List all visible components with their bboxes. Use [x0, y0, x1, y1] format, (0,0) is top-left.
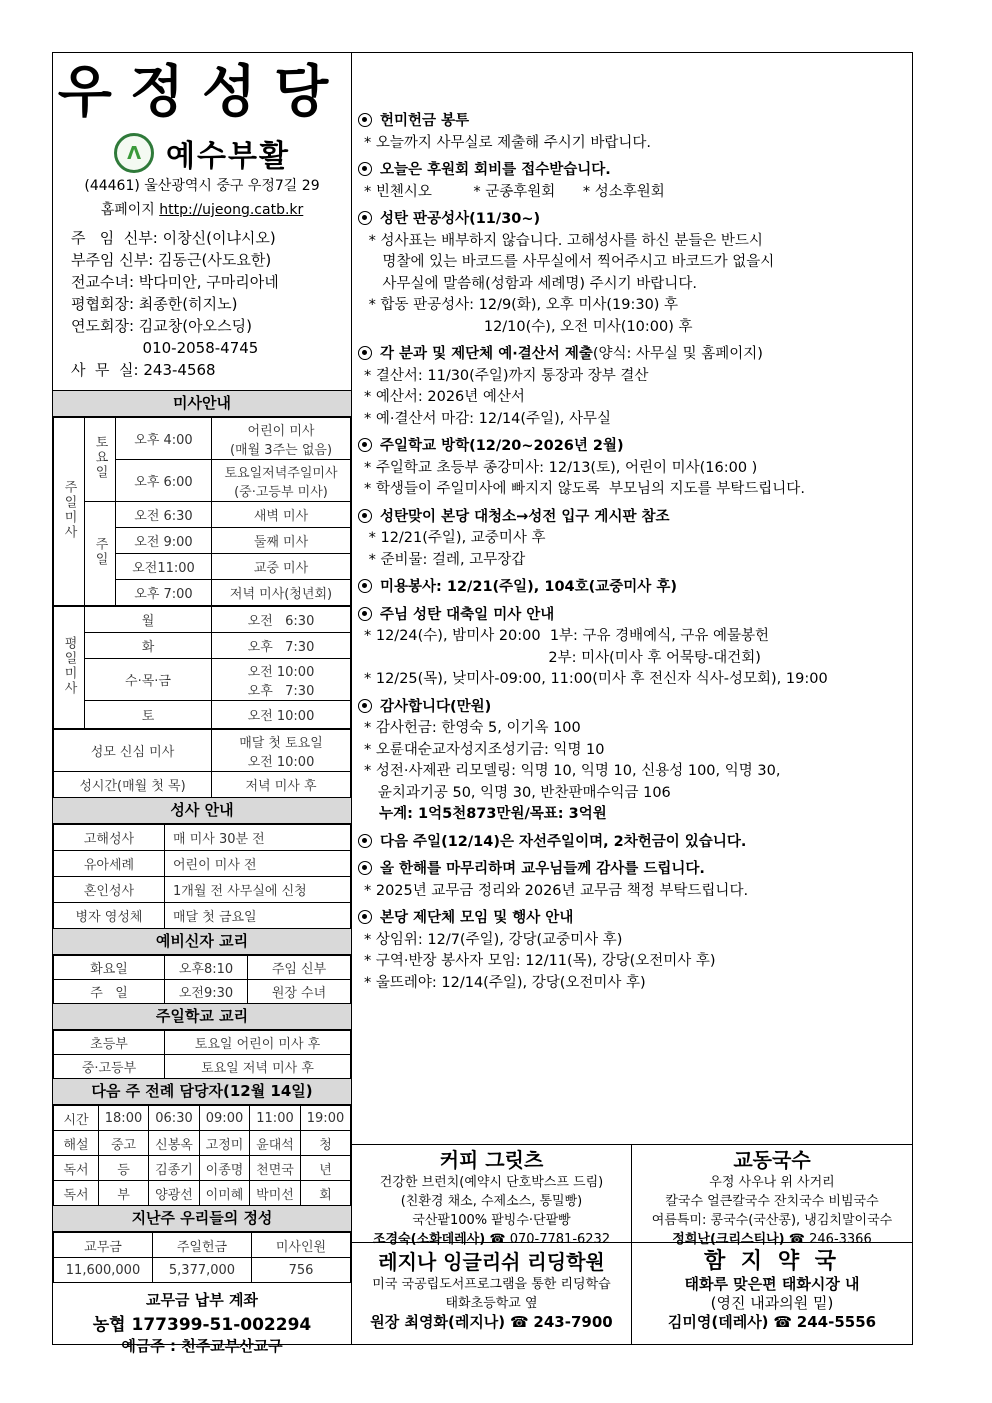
class-time: 오전9:30	[165, 980, 248, 1004]
account-number: 농협 177399-51-002294	[92, 1315, 312, 1335]
ad-line: 태화초등학교 옆	[445, 1296, 538, 1311]
mass-time: 오후 6:00	[116, 460, 212, 502]
announcement-title: 미용봉사: 12/21(주일), 104호(교중미사 후)	[358, 577, 906, 599]
announcement-item	[358, 436, 906, 501]
ad-name: 교동국수	[733, 1148, 811, 1172]
catechumen-title: 예비신자 교리	[53, 929, 351, 955]
ad-contact: 김미영(데레사) ☎ 244-5556	[667, 1313, 877, 1331]
sacrament-desc: 매 미사 30분 전	[165, 825, 351, 851]
ad-coffee-grits	[352, 1145, 632, 1247]
staff-row: 전교수녀: 박다미안, 구마리아네	[71, 273, 279, 291]
weekday: 수·목·금	[85, 659, 212, 701]
mary-mass-time: 매달 첫 토요일 오전 10:00	[212, 730, 351, 772]
liturgy-cell: 등	[99, 1156, 149, 1181]
announcement-line: * 상임위: 12/7(주일), 강당(교중미사 후)	[364, 931, 623, 948]
ad-hamji-pharmacy	[632, 1243, 912, 1344]
liturgy-header: 19:00	[301, 1106, 351, 1131]
right-column	[352, 53, 912, 1344]
account-title: 교무금 납부 계좌	[146, 1291, 258, 1309]
staff-row: 010-2058-4745	[71, 339, 259, 357]
liturgy-header: 시간	[54, 1106, 99, 1131]
liturgy-cell: 박미선	[250, 1181, 301, 1206]
weekday-time: 오후 7:30	[212, 633, 351, 659]
class-time: 오후8:10	[165, 956, 248, 980]
phone-icon: ☎	[773, 1313, 793, 1331]
announcement-line: * 준비물: 걸레, 고무장갑	[364, 551, 526, 568]
liturgy-cell: 김종기	[149, 1156, 200, 1181]
liturgy-cell: 윤대석	[250, 1131, 301, 1156]
liturgy-cell: 이미혜	[200, 1181, 250, 1206]
weekday-mass-table	[53, 606, 351, 729]
liturgy-cell: 고정미	[200, 1131, 250, 1156]
mass-time: 오전 9:00	[116, 528, 212, 554]
liturgy-cell: 신봉옥	[149, 1131, 200, 1156]
sacrament-name: 혼인성사	[54, 877, 165, 903]
offering-table	[53, 1232, 351, 1283]
parish-title: 우정성당	[57, 60, 347, 125]
liturgy-cell: 년	[301, 1156, 351, 1181]
announcement-item	[358, 859, 906, 902]
homepage-link[interactable]: http://ujeong.catb.kr	[159, 202, 304, 218]
liturgy-header: 09:00	[200, 1106, 250, 1131]
mass-desc: 교중 미사	[212, 554, 351, 580]
announcement-line: * 예·결산서 마감: 12/14(주일), 사무실	[364, 410, 611, 427]
liturgy-table	[53, 1105, 351, 1206]
left-column	[53, 53, 352, 1355]
ad-gyodong-noodles	[632, 1145, 912, 1247]
bulletin-page	[52, 52, 913, 1355]
radio-bullet-icon	[358, 211, 372, 225]
sacraments-table	[53, 824, 351, 929]
phone-icon: ☎	[489, 1232, 506, 1247]
weekday-mass-label: 평일미사	[54, 607, 85, 729]
liturgy-cell: 독서	[54, 1181, 99, 1206]
announcement-line: * 울뜨레야: 12/14(주일), 강당(오전미사 후)	[364, 974, 646, 991]
mass-desc: 새벽 미사	[212, 502, 351, 528]
announcement-item	[358, 697, 906, 826]
staff-row: 사 무 실: 243-4568	[71, 361, 216, 379]
sacrament-name: 병자 영성체	[54, 903, 165, 929]
motto: 예수부활	[166, 139, 290, 174]
radio-bullet-icon	[358, 509, 372, 523]
liturgy-cell: 부	[99, 1181, 149, 1206]
phone-icon: ☎	[509, 1313, 529, 1331]
offering-value: 5,377,000	[153, 1258, 252, 1283]
liturgy-title: 다음 주 전례 담당자(12월 14일)	[53, 1079, 351, 1105]
sacrament-name: 고해성사	[54, 825, 165, 851]
phone-icon: ☎	[788, 1232, 805, 1247]
class-day: 주 일	[54, 980, 165, 1004]
announcement-title: 다음 주일(12/14)은 자선주일이며, 2차헌금이 있습니다.	[358, 832, 906, 854]
sacrament-desc: 1개월 전 사무실에 신청	[165, 877, 351, 903]
weekday: 월	[85, 607, 212, 633]
liturgy-header: 11:00	[250, 1106, 301, 1131]
radio-bullet-icon	[358, 861, 372, 875]
school-when: 토요일 저녁 미사 후	[165, 1055, 351, 1079]
announcement-title: 주님 성탄 대축일 미사 안내	[358, 605, 906, 627]
announcement-line: * 오륜대순교자성지조성기금: 익명 10	[364, 741, 605, 758]
mass-table	[53, 417, 351, 606]
mass-guide-title: 미사안내	[53, 391, 351, 417]
announcement-item	[358, 209, 906, 338]
announcement-line: 2부: 미사(미사 후 어묵탕-대건회)	[364, 649, 761, 666]
liturgy-cell: 천면국	[250, 1156, 301, 1181]
ad-contact: 원장 최영화(레지나) ☎ 243-7900	[370, 1313, 613, 1331]
ad-name: 커피 그릿츠	[439, 1148, 544, 1172]
announcements	[358, 111, 906, 1000]
sacrament-name: 유아세례	[54, 851, 165, 877]
radio-bullet-icon	[358, 699, 372, 713]
radio-bullet-icon	[358, 607, 372, 621]
liturgy-cell: 이종명	[200, 1156, 250, 1181]
announcement-item	[358, 908, 906, 994]
ad-contact: 조경숙(소화데레사) ☎ 070-7781-6232	[372, 1232, 611, 1247]
mass-time: 오후 4:00	[116, 418, 212, 460]
offering-value: 11,600,000	[54, 1258, 153, 1283]
ad-line: 태화루 맞은편 태화시장 내	[684, 1275, 860, 1293]
radio-bullet-icon	[358, 579, 372, 593]
radio-bullet-icon	[358, 162, 372, 176]
staff-row: 연도회장: 김교창(아오스딩)	[71, 317, 252, 335]
staff-row: 부주임 신부: 김동근(사도요한)	[71, 251, 272, 269]
ad-contact: 정희난(크리스티나) ☎ 246-3366	[672, 1232, 872, 1247]
radio-bullet-icon	[358, 346, 372, 360]
announcement-item	[358, 507, 906, 572]
announcement-title: 올 한해를 마무리하며 교우님들께 감사를 드립니다.	[358, 859, 906, 881]
class-teacher: 원장 수녀	[248, 980, 351, 1004]
staff-list	[71, 227, 279, 381]
sacraments-title: 성사 안내	[53, 798, 351, 824]
announcement-line: 사무실에 말씀해(성함과 세례명) 주시기 바랍니다.	[364, 275, 697, 292]
parish-emblem-icon: ⴷ	[114, 133, 154, 173]
announcement-line: * 12/24(수), 밤미사 20:00 1부: 구유 경배예식, 구유 예물봉헌	[364, 628, 770, 644]
announcement-line: * 주일학교 초등부 종강미사: 12/13(토), 어린이 미사(16:00 )	[364, 459, 758, 476]
announcement-item	[358, 344, 906, 430]
announcement-line: 12/10(수), 오전 미사(10:00) 후	[364, 318, 693, 335]
ad-name: 레지나 잉글리쉬 리딩학원	[378, 1250, 605, 1274]
staff-row: 주 임 신부: 이창신(이냐시오)	[71, 229, 276, 247]
staff-row: 평협회장: 최종한(히지노)	[71, 295, 238, 313]
announcement-item	[358, 605, 906, 691]
homepage	[53, 199, 351, 219]
announcement-title: 성탄 판공성사(11/30~)	[358, 209, 906, 231]
school-group: 중·고등부	[54, 1055, 165, 1079]
sacrament-desc: 어린이 미사 전	[165, 851, 351, 877]
ad-name: 함 지 약 국	[704, 1249, 840, 1274]
announcement-title: 헌미헌금 봉투	[358, 111, 906, 133]
announcement-line: * 2025년 교무금 정리와 2026년 교무금 책정 부탁드립니다.	[364, 882, 749, 899]
liturgy-cell: 독서	[54, 1156, 99, 1181]
mary-mass-label: 성모 신심 미사	[54, 730, 212, 772]
address: (44461) 울산광역시 중구 우정7길 29	[84, 178, 320, 194]
motto-row	[53, 131, 351, 175]
sunday-school-table	[53, 1030, 351, 1079]
catechumen-table	[53, 955, 351, 1004]
homepage-label: 홈페이지	[100, 202, 155, 218]
offering-value: 756	[252, 1258, 351, 1283]
announcement-line: * 12/21(주일), 교중미사 후	[364, 530, 546, 546]
announcement-line: * 빈첸시오 * 군종후원회 * 성소후원회	[364, 183, 665, 200]
announcement-line: * 예산서: 2026년 예산서	[364, 389, 525, 405]
sunday-mass-label: 주일미사	[54, 418, 85, 606]
offering-title: 지난주 우리들의 정성	[53, 1206, 351, 1232]
announcement-title: 성탄맞이 본당 대청소→성전 입구 게시판 참조	[358, 507, 906, 529]
class-teacher: 주임 신부	[248, 956, 351, 980]
class-day: 화요일	[54, 956, 165, 980]
mass-time: 오전11:00	[116, 554, 212, 580]
liturgy-cell: 해설	[54, 1131, 99, 1156]
school-group: 초등부	[54, 1031, 165, 1055]
parish-header	[53, 53, 351, 391]
mass-desc: 토요일저녁주일미사 (중·고등부 미사)	[212, 460, 351, 502]
ad-line: 국산팥100% 팥빙수·단팥빵	[412, 1213, 571, 1228]
announcement-title: 본당 제단체 모임 및 행사 안내	[358, 908, 906, 930]
announcement-line: * 12/25(목), 낮미사-09:00, 11:00(미사 후 전신자 식사-성모회), 19:00	[364, 671, 828, 687]
radio-bullet-icon	[358, 910, 372, 924]
liturgy-header: 06:30	[149, 1106, 200, 1131]
holy-hour-time: 저녁 미사 후	[212, 772, 351, 798]
ad-line: 우정 사우나 위 사거리	[709, 1175, 835, 1190]
radio-bullet-icon	[358, 834, 372, 848]
announcement-line: * 성전·사제관 리모델링: 익명 10, 익명 10, 신용성 100, 익명 30,	[364, 763, 781, 779]
weekday-time: 오전 10:00 오후 7:30	[212, 659, 351, 701]
weekday: 화	[85, 633, 212, 659]
weekday-time: 오전 6:30	[212, 607, 351, 633]
account-holder: 예금주 : 천주교부산교구	[121, 1337, 283, 1355]
sacrament-desc: 매달 첫 금요일	[165, 903, 351, 929]
ad-regina-english	[352, 1243, 632, 1344]
school-when: 토요일 어린이 미사 후	[165, 1031, 351, 1055]
saturday-label: 토요일	[85, 418, 116, 502]
holy-hour-label: 성시간(매월 첫 목)	[54, 772, 212, 798]
offering-header: 미사인원	[252, 1233, 351, 1258]
ad-line: (영진 내과의원 밑)	[710, 1294, 834, 1312]
mass-desc: 저녁 미사(청년회)	[212, 580, 351, 606]
ad-line: 건강한 브런치(예약시 단호박스프 드림)	[379, 1175, 604, 1190]
liturgy-cell: 회	[301, 1181, 351, 1206]
special-mass-table	[53, 729, 351, 798]
radio-bullet-icon	[358, 438, 372, 452]
announcement-item	[358, 832, 906, 854]
announcement-item	[358, 111, 906, 154]
ad-line: 여름특미: 콩국수(국산콩), 냉김치말이국수	[651, 1213, 893, 1228]
announcement-item	[358, 160, 906, 203]
liturgy-cell: 중고	[99, 1131, 149, 1156]
weekday: 토	[85, 701, 212, 729]
announcement-line: * 감사헌금: 한영숙 5, 이기옥 100	[364, 720, 581, 736]
announcement-line: * 구역·반장 봉사자 모임: 12/11(목), 강당(오전미사 후)	[364, 953, 716, 969]
liturgy-cell: 청	[301, 1131, 351, 1156]
announcement-item	[358, 577, 906, 599]
account-info	[53, 1283, 351, 1356]
announcement-line: * 오늘까지 사무실로 제출해 주시기 바랍니다.	[364, 134, 652, 151]
announcement-total: 누계: 1억5천873만원/목표: 3억원	[364, 806, 607, 822]
offering-header: 교무금	[54, 1233, 153, 1258]
announcement-title: 오늘은 후원회 회비를 접수받습니다.	[358, 160, 906, 182]
mass-time: 오전 6:30	[116, 502, 212, 528]
mass-desc: 둘째 미사	[212, 528, 351, 554]
mass-time: 오후 7:00	[116, 580, 212, 606]
ad-line: (친환경 채소, 수제소스, 통밀빵)	[400, 1194, 583, 1209]
mass-desc: 어린이 미사 (매월 3주는 없음)	[212, 418, 351, 460]
announcement-title: 주일학교 방학(12/20~2026년 2월)	[358, 436, 906, 458]
sunday-school-title: 주일학교 교리	[53, 1004, 351, 1030]
ad-line: 칼국수 얼큰칼국수 잔치국수 비빔국수	[665, 1194, 879, 1209]
liturgy-header: 18:00	[99, 1106, 149, 1131]
sunday-day-label: 주일	[85, 502, 116, 606]
announcement-title: 감사합니다(만원)	[358, 697, 906, 719]
ads-grid	[352, 1144, 912, 1344]
liturgy-cell: 양광선	[149, 1181, 200, 1206]
weekday-time: 오전 10:00	[212, 701, 351, 729]
announcement-line: * 학생들이 주일미사에 빠지지 않도록 부모님의 지도를 부탁드립니다.	[364, 481, 805, 497]
offering-header: 주일헌금	[153, 1233, 252, 1258]
announcement-line: * 결산서: 11/30(주일)까지 통장과 장부 결산	[364, 367, 649, 384]
announcement-line: 윤치과기공 50, 익명 30, 반찬판매수익금 106	[364, 784, 671, 801]
announcement-title: 각 분과 및 제단체 예·결산서 제출(양식: 사무실 및 홈페이지)	[358, 344, 906, 366]
announcement-line: 명찰에 있는 바코드를 사무실에서 찍어주시고 바코드가 없을시	[364, 254, 775, 270]
radio-bullet-icon	[358, 113, 372, 127]
announcement-line: * 성사표는 배부하지 않습니다. 고해성사를 하신 분들은 반드시	[364, 232, 763, 249]
ad-line: 미국 국공립도서프로그램을 통한 리딩학습	[372, 1277, 611, 1292]
announcement-line: * 합동 판공성사: 12/9(화), 오후 미사(19:30) 후	[364, 297, 679, 313]
